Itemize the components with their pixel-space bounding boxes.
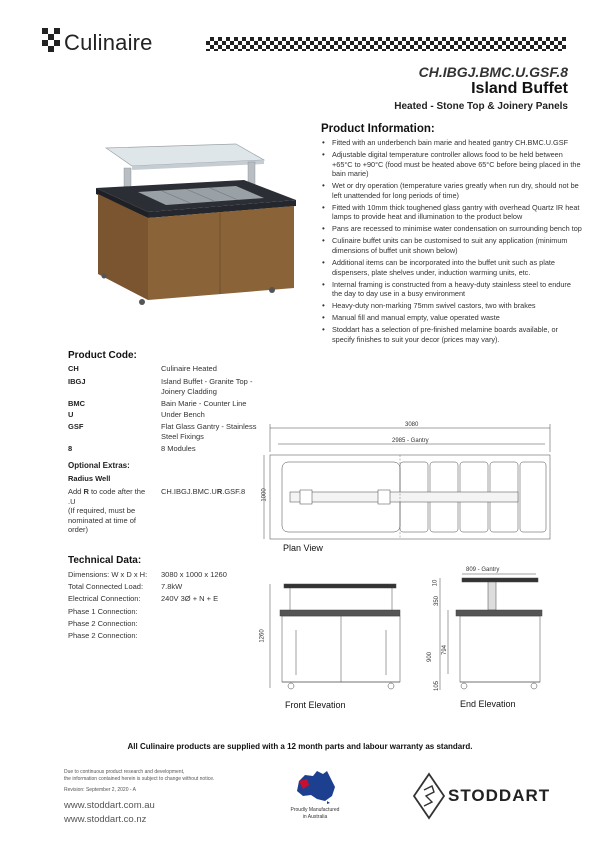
technical-data-heading: Technical Data:: [68, 555, 142, 566]
product-image: [96, 138, 304, 308]
tech-value: 240V 3Ø + N + E: [161, 594, 219, 603]
page-title: Island Buffet: [471, 80, 568, 97]
dim-total-width: 3080: [405, 422, 419, 428]
optional-extra-note: Add R to code after the .U (If required, must be nominated at time of order): [68, 487, 146, 534]
disclaimer-line-1: Due to continuous product research and development,: [64, 769, 185, 775]
revision-note: Revision: September 2, 2020 - A: [64, 787, 136, 793]
dim-castor-height: 105: [434, 680, 441, 692]
dim-body-height: 794: [442, 644, 449, 656]
code-desc: Bain Marie - Counter Line: [161, 399, 247, 408]
code-desc: Under Bench: [161, 410, 205, 419]
end-elevation-label: End Elevation: [460, 699, 516, 709]
info-bullet: • Pans are recessed to minimise water condensation on surrounding bench top: [332, 224, 582, 234]
made-in-australia-line-2: in Australia: [302, 814, 328, 820]
tech-label: Phase 1 Connection:: [68, 607, 138, 616]
disclaimer-line-2: the information contained herein is subject to change without notice.: [64, 776, 215, 782]
code-desc: Culinaire Heated: [161, 364, 217, 373]
code-desc: Island Buffet - Granite Top - Joinery Cladding: [161, 377, 253, 396]
dim-gantry-width: 2985 - Gantry: [392, 438, 429, 444]
dim-bench-height: 900: [427, 651, 434, 663]
info-bullet: • Culinaire buffet units can be customised to suit any application (minimum dimensions of buffet unit shown below): [332, 236, 582, 255]
info-bullet: • Fitted with an underbench bain marie and heated gantry CH.BMC.U.GSF: [332, 138, 582, 148]
brand-name: Culinaire: [64, 30, 153, 55]
tech-label: Phase 2 Connection:: [68, 619, 138, 628]
info-bullet: • Stoddart has a selection of pre-finished melamine boards available, or specify finishes to suit your decor (prices may vary).: [332, 325, 582, 344]
checker-banner: [206, 37, 566, 51]
website-au-link[interactable]: www.stoddart.com.au: [64, 800, 155, 811]
made-in-australia-line-1: Proudly Manufactured: [290, 807, 340, 813]
front-elevation-drawing: [266, 580, 416, 695]
optional-extra-item: Radius Well: [68, 474, 111, 483]
code-key: IBGJ: [68, 377, 86, 386]
dim-depth: 1000: [261, 488, 268, 502]
code-key: 8: [68, 444, 73, 453]
code-desc: 8 Modules: [161, 444, 196, 453]
website-nz-link[interactable]: www.stoddart.co.nz: [64, 814, 147, 825]
product-info-heading: Product Information:: [321, 123, 435, 135]
tech-value: 3080 x 1000 x 1260: [161, 570, 227, 579]
dim-front-height: 1260: [259, 629, 266, 643]
plan-view-label: Plan View: [283, 543, 323, 553]
info-bullet: • Heavy-duty non-marking 75mm swivel castors, two with brakes: [332, 301, 582, 311]
optional-extras-heading: Optional Extras:: [68, 461, 130, 470]
product-info-list: [321, 138, 582, 347]
dim-gantry-height: 350: [434, 595, 441, 607]
code-key: U: [68, 410, 74, 419]
stoddart-wordmark: STODDART: [448, 786, 551, 805]
product-code-title: CH.IBGJ.BMC.U.GSF.8: [418, 64, 568, 80]
code-key: CH: [68, 364, 79, 373]
info-bullet: • Additional items can be incorporated into the buffet unit such as plate dispensers, plate shelves under, induction warming units, etc.: [332, 258, 582, 277]
optional-extra-code: CH.IBGJ.BMC.UR.GSF.8: [161, 487, 246, 496]
dim-top-gap: 10: [432, 579, 439, 587]
end-elevation-drawing: [426, 568, 556, 695]
warranty-statement: All Culinaire products are supplied with a 12 month parts and labour warranty as standard.: [127, 742, 473, 751]
product-code-heading: Product Code:: [68, 350, 137, 361]
code-key: BMC: [68, 399, 86, 408]
tech-label: Total Connected Load:: [68, 582, 144, 591]
info-bullet: • Fitted with 10mm thick toughened glass gantry with overhead Quartz IR heat lamps to provide heat and illumination to the product below: [332, 203, 582, 222]
info-bullet: • Wet or dry operation (temperature varies greatly when run dry, should not be left unattended for long periods of time): [332, 181, 582, 200]
australia-map-icon: [293, 767, 337, 805]
tech-value: 7.8kW: [161, 582, 183, 591]
culinaire-logo-icon: [42, 28, 62, 52]
info-bullet: • Internal framing is constructed from a heavy-duty stainless steel to endure the day to day use in a busy environment: [332, 280, 582, 299]
tech-label: Dimensions: W x D x H:: [68, 570, 148, 579]
dim-gantry-depth: 809 - Gantry: [466, 567, 500, 573]
code-desc: Flat Glass Gantry - Stainless Steel Fixings: [161, 422, 257, 441]
stoddart-logo-icon: [412, 772, 446, 820]
tech-label: Phase 2 Connection:: [68, 631, 138, 640]
tech-label: Electrical Connection:: [68, 594, 141, 603]
info-bullet: • Adjustable digital temperature controller allows food to be held between +65°C to +90°C (food must be heated above 65°C before being placed in the bain marie): [332, 150, 582, 179]
info-bullet: • Manual fill and manual empty, value operated waste: [332, 313, 582, 323]
code-key: GSF: [68, 422, 84, 431]
page-subtitle: Heated - Stone Top & Joinery Panels: [394, 101, 568, 112]
front-elevation-label: Front Elevation: [285, 700, 346, 710]
